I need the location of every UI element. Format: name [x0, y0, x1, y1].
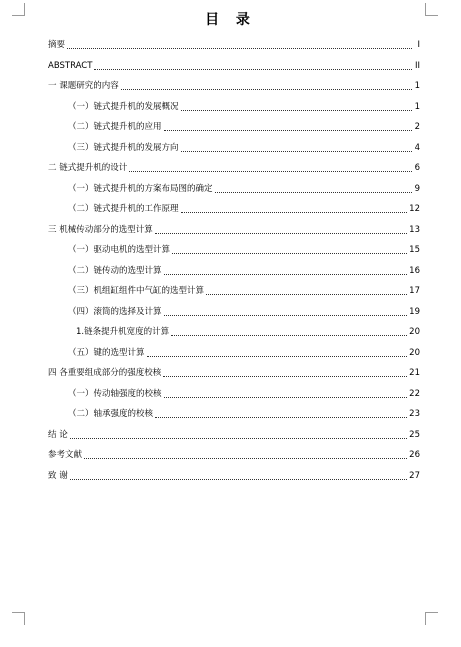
- corner-mark-bottom-left: [12, 612, 25, 625]
- table-of-contents: [48, 35, 420, 486]
- toc-entry-label: （三）机组缸组件中气缸的选型计算: [68, 286, 205, 297]
- toc-entry[interactable]: [48, 240, 420, 261]
- toc-leader-dots: [206, 293, 407, 295]
- toc-leader-dots: [164, 396, 408, 398]
- toc-entry-label: 二 链式提升机的设计: [48, 163, 128, 174]
- toc-entry-page-number: 20: [409, 347, 420, 358]
- toc-entry[interactable]: [48, 261, 420, 282]
- toc-entry[interactable]: [48, 445, 420, 466]
- toc-entry-label: （一）驱动电机的选型计算: [68, 245, 171, 256]
- toc-leader-dots: [215, 191, 412, 193]
- toc-entry[interactable]: [48, 281, 420, 302]
- toc-entry-label: （一）传动轴强度的校核: [68, 388, 162, 399]
- toc-entry-label: （二）链式提升机的应用: [68, 122, 162, 133]
- toc-entry-label: 1.链条提升机宽度的计算: [76, 327, 170, 338]
- toc-entry-page-number: 25: [409, 429, 420, 440]
- toc-leader-dots: [94, 68, 412, 70]
- toc-entry-page-number: 12: [409, 204, 420, 215]
- toc-entry-page-number: 27: [409, 470, 420, 481]
- toc-entry-page-number: II: [414, 60, 420, 71]
- toc-leader-dots: [181, 150, 412, 152]
- toc-entry[interactable]: [48, 117, 420, 138]
- toc-entry-page-number: 23: [409, 409, 420, 420]
- toc-entry-label: 摘要: [48, 40, 66, 51]
- toc-entry-page-number: 1: [414, 101, 420, 112]
- toc-leader-dots: [147, 355, 408, 357]
- toc-entry-page-number: 16: [409, 265, 420, 276]
- toc-entry[interactable]: [48, 466, 420, 487]
- toc-leader-dots: [164, 273, 408, 275]
- toc-entry-label: （二）轴承强度的校核: [68, 409, 154, 420]
- toc-entry[interactable]: [48, 76, 420, 97]
- toc-entry-label: ABSTRACT: [48, 60, 93, 71]
- toc-entry-page-number: 4: [414, 142, 420, 153]
- toc-entry-label: （二）链式提升机的工作原理: [68, 204, 179, 215]
- toc-entry-label: 致 谢: [48, 470, 68, 481]
- toc-leader-dots: [84, 457, 407, 459]
- toc-entry[interactable]: [48, 322, 420, 343]
- toc-entry[interactable]: [48, 220, 420, 241]
- toc-leader-dots: [155, 416, 407, 418]
- toc-entry-page-number: 13: [409, 224, 420, 235]
- toc-entry-page-number: 20: [409, 327, 420, 338]
- toc-entry[interactable]: [48, 343, 420, 364]
- toc-leader-dots: [181, 109, 412, 111]
- toc-entry[interactable]: [48, 384, 420, 405]
- toc-leader-dots: [171, 334, 407, 336]
- toc-entry[interactable]: [48, 35, 420, 56]
- toc-entry[interactable]: [48, 425, 420, 446]
- toc-entry-label: （二）链传动的选型计算: [68, 265, 162, 276]
- toc-entry-page-number: 15: [409, 245, 420, 256]
- toc-leader-dots: [129, 170, 412, 172]
- toc-leader-dots: [70, 437, 407, 439]
- toc-entry-label: 三 机械传动部分的选型计算: [48, 224, 153, 235]
- toc-entry-page-number: 17: [409, 286, 420, 297]
- toc-entry-page-number: 1: [414, 81, 420, 92]
- toc-entry-label: （五）键的选型计算: [68, 347, 145, 358]
- toc-entry-page-number: I: [417, 40, 420, 51]
- toc-entry-page-number: 26: [409, 450, 420, 461]
- toc-entry-label: （一）链式提升机的方案布局图的确定: [68, 183, 213, 194]
- toc-leader-dots: [70, 478, 407, 480]
- toc-leader-dots: [172, 252, 407, 254]
- toc-entry-page-number: 9: [414, 183, 420, 194]
- toc-leader-dots: [164, 314, 408, 316]
- toc-entry-page-number: 6: [414, 163, 420, 174]
- toc-entry-label: （四）滚筒的选择及计算: [68, 306, 162, 317]
- toc-entry[interactable]: [48, 363, 420, 384]
- toc-entry-label: 一 课题研究的内容: [48, 81, 119, 92]
- toc-entry[interactable]: [48, 302, 420, 323]
- toc-entry-page-number: 19: [409, 306, 420, 317]
- toc-entry-page-number: 21: [409, 368, 420, 379]
- toc-leader-dots: [181, 211, 408, 213]
- toc-entry[interactable]: [48, 179, 420, 200]
- toc-leader-dots: [164, 129, 412, 131]
- toc-leader-dots: [163, 375, 407, 377]
- toc-entry[interactable]: [48, 97, 420, 118]
- toc-leader-dots: [155, 232, 407, 234]
- toc-entry-label: 结 论: [48, 429, 68, 440]
- toc-entry[interactable]: [48, 404, 420, 425]
- toc-entry[interactable]: [48, 56, 420, 77]
- toc-entry-label: （一）链式提升机的发展概况: [68, 101, 179, 112]
- toc-entry-label: 四 各重要组成部分的强度校核: [48, 368, 162, 379]
- toc-entry[interactable]: [48, 138, 420, 159]
- toc-leader-dots: [67, 47, 412, 49]
- toc-entry-label: （三）链式提升机的发展方向: [68, 142, 179, 153]
- toc-entry[interactable]: [48, 199, 420, 220]
- toc-entry-label: 参考文献: [48, 450, 83, 461]
- toc-entry-page-number: 2: [414, 122, 420, 133]
- page-title: 目 录: [205, 12, 256, 28]
- toc-entry[interactable]: [48, 158, 420, 179]
- toc-entry-page-number: 22: [409, 388, 420, 399]
- toc-leader-dots: [121, 88, 412, 90]
- corner-mark-bottom-right: [425, 612, 438, 625]
